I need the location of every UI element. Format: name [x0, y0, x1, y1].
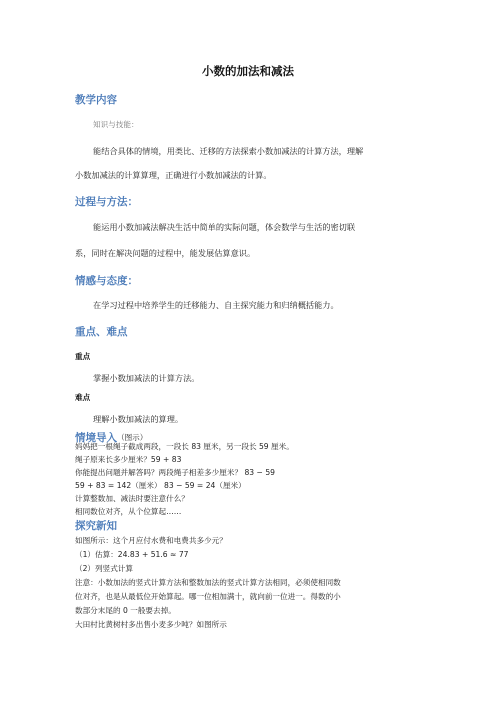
paragraph-line: 位对齐，也是从最低位开始算起。哪一位相加满十，就向前一位进一。得数的小: [75, 592, 341, 601]
paragraph-line: 计算整数加、减法时要注意什么？: [75, 494, 189, 503]
paragraph-line: 大田村比黄树村多出售小麦多少吨？如图所示: [75, 620, 227, 629]
paragraph-line: 妈妈把一根绳子截成两段，一段长 83 厘米，另一段长 59 厘米。: [75, 442, 294, 451]
section-heading-intro: 情境导入: [75, 432, 117, 444]
paragraph-line: 理解小数加减法的算理。: [93, 414, 184, 424]
paragraph-line: 如图所示：这个月应付水费和电费共多少元？: [75, 536, 227, 545]
paragraph-line: 掌握小数加减法的计算方法。: [93, 373, 200, 383]
section-heading-explore: 探究新知: [75, 520, 117, 532]
paragraph-line: 数部分末尾的 0 一般要去掉。: [75, 606, 176, 615]
section-heading-attitude: 情感与态度：: [75, 275, 138, 287]
paragraph-line: 能结合具体的情境，用类比、迁移的方法探索小数加减法的计算方法，理解: [93, 146, 364, 156]
paragraph-line: 在学习过程中培养学生的迁移能力、自主探究能力和归纳概括能力。: [93, 300, 339, 310]
section-heading-process: 过程与方法：: [75, 196, 138, 208]
paragraph-line: （1）估算：24.83 + 51.6 ≈ 77: [75, 550, 189, 559]
paragraph-line: （2）列竖式计算: [75, 564, 133, 573]
paragraph-line: 59 + 83 = 142（厘米） 83 − 59 = 24（厘米）: [75, 481, 246, 490]
subheading-difficulty: 难点: [75, 393, 91, 402]
heading-aside: （图示）: [117, 433, 148, 442]
subheading-key: 重点: [75, 352, 91, 361]
paragraph-line: 你能提出问题并解答吗？两段绳子相差多少厘米？ 83 − 59: [75, 468, 275, 477]
paragraph-line: 小数加减法的计算算理，正确进行小数加减法的计算。: [75, 170, 272, 180]
paragraph-line: 注意：小数加法的竖式计算方法和整数加法的竖式计算方法相同，必须使相同数: [75, 578, 341, 587]
section-heading-content: 教学内容: [75, 94, 117, 106]
paragraph-line: 绳子原来长多少厘米？59 + 83: [75, 455, 182, 464]
section-heading-key-points: 重点、难点: [75, 326, 128, 338]
paragraph-line: 系，同时在解决问题的过程中，能发展估算意识。: [75, 248, 256, 258]
paragraph-line: 相同数位对齐，从个位算起……: [75, 507, 182, 516]
paragraph-line: 知识与技能：: [93, 120, 139, 129]
page-title: 小数的加法和减法: [202, 64, 294, 78]
paragraph-line: 能运用小数加减法解决生活中简单的实际问题，体会数学与生活的密切联: [93, 222, 356, 232]
